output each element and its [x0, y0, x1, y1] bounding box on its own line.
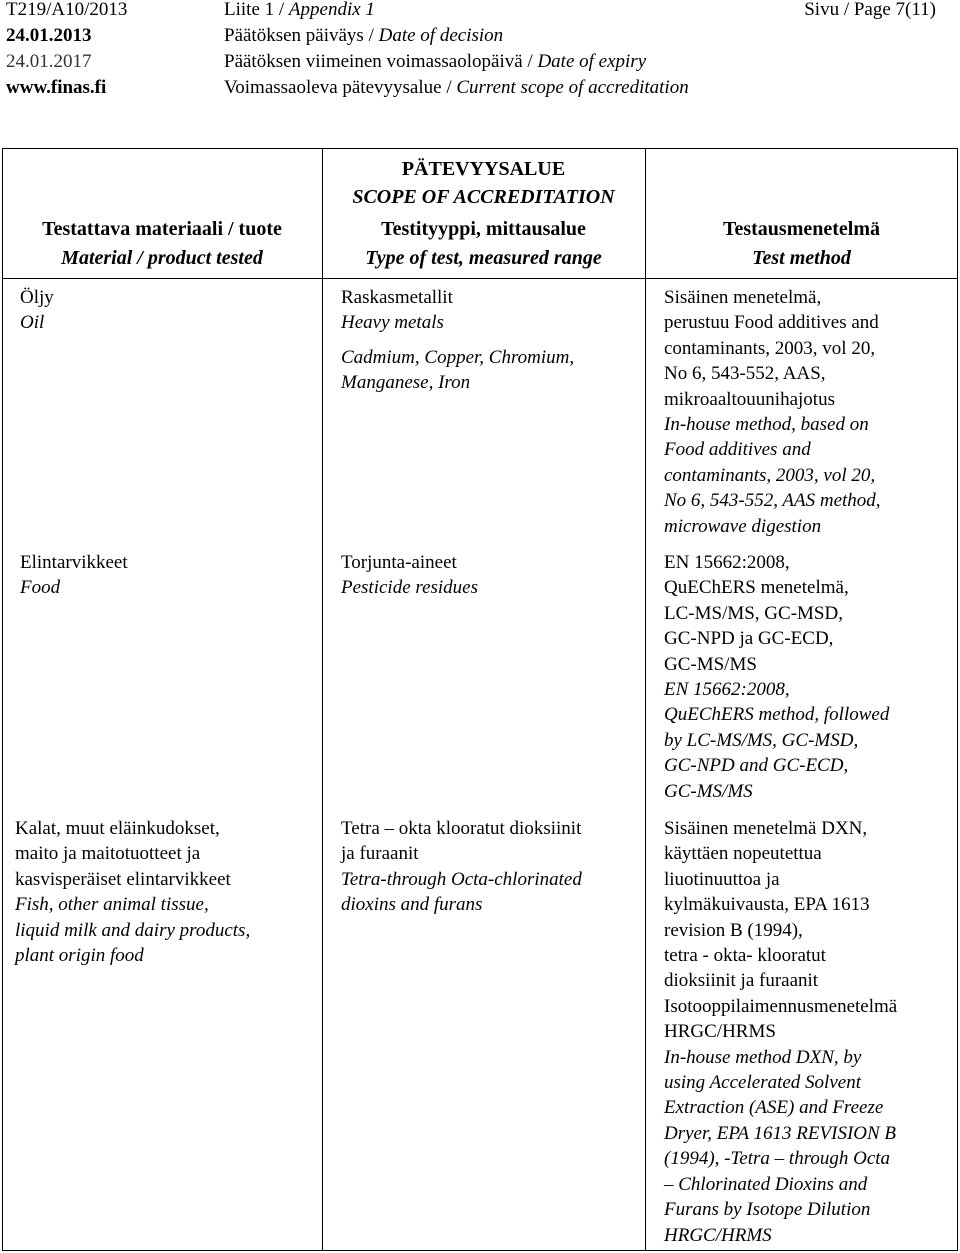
- method-en: microwave digestion: [664, 515, 822, 537]
- col-method-en: Test method: [752, 247, 851, 269]
- col-test-fi: Testityyppi, mittausalue: [381, 218, 586, 240]
- method-fi: Sisäinen menetelmä,: [664, 287, 822, 308]
- material-en: plant origin food: [15, 945, 144, 967]
- method-fi: Sisäinen menetelmä DXN,: [664, 818, 868, 839]
- method-fi: HRGC/HRMS: [664, 1021, 776, 1043]
- appendix-fi: Liite 1 /: [224, 0, 289, 20]
- material-fi: Öljy: [20, 287, 54, 308]
- method-fi: käyttäen nopeutettua: [664, 843, 822, 865]
- method-fi: kylmäkuivausta, EPA 1613: [664, 894, 870, 916]
- table-row-test: [341, 816, 582, 918]
- method-fi: revision B (1994),: [664, 919, 803, 941]
- test-extra: Manganese, Iron: [341, 372, 471, 394]
- method-en: GC-NPD and GC-ECD,: [664, 755, 849, 777]
- expiry-date: 24.01.2017: [6, 51, 92, 72]
- column-divider: [322, 148, 323, 1251]
- material-en: liquid milk and dairy products,: [15, 919, 251, 941]
- method-en: by LC-MS/MS, GC-MSD,: [664, 729, 859, 751]
- material-fi: Elintarvikkeet: [20, 552, 128, 573]
- material-fi: maito ja maitotuotteet ja: [15, 843, 201, 865]
- method-fi: LC-MS/MS, GC-MSD,: [664, 602, 843, 624]
- method-en: QuEChERS method, followed: [664, 704, 890, 726]
- table-row-method: [664, 550, 889, 804]
- expiry-fi: Päätöksen viimeinen voimassaolopäivä /: [224, 51, 538, 72]
- website-link[interactable]: www.finas.fi: [6, 77, 107, 98]
- col-material-en: Material / product tested: [61, 247, 263, 269]
- scope-title: PÄTEVYYSALUE: [401, 158, 566, 180]
- decision-date-label: [224, 26, 503, 46]
- header-rule: [2, 278, 958, 279]
- method-fi: liuotinuuttoa ja: [664, 868, 780, 890]
- method-en: HRGC/HRMS: [664, 1224, 772, 1246]
- method-en: Furans by Isotope Dilution: [664, 1199, 871, 1221]
- method-en: In-house method DXN, by: [664, 1046, 862, 1068]
- method-en: Dryer, EPA 1613 REVISION B: [664, 1122, 897, 1144]
- method-fi: EN 15662:2008,: [664, 552, 790, 573]
- test-fi: Torjunta-aineet: [341, 552, 457, 573]
- material-fi: kasvisperäiset elintarvikkeet: [15, 868, 231, 890]
- method-en: (1994), -Tetra – through Octa: [664, 1148, 891, 1170]
- test-en: Pesticide residues: [341, 577, 479, 599]
- test-fi: Tetra – okta klooratut dioksiinit: [341, 818, 582, 839]
- material-en: Oil: [20, 312, 45, 334]
- method-en: contaminants, 2003, vol 20,: [664, 464, 876, 486]
- method-fi: contaminants, 2003, vol 20,: [664, 337, 876, 359]
- method-fi: dioksiinit ja furaanit: [664, 970, 819, 992]
- test-en: Heavy metals: [341, 312, 444, 334]
- method-en: Food additives and: [664, 439, 811, 461]
- document-id: T219/A10/2013: [6, 0, 128, 20]
- expiry-date-label: [224, 52, 646, 72]
- column-divider: [645, 148, 646, 1251]
- method-fi: Isotooppilaimennusmenetelmä: [664, 995, 898, 1017]
- scope-title-en: SCOPE OF ACCREDITATION: [352, 186, 615, 208]
- decision-en: Date of decision: [378, 25, 504, 46]
- test-fi: Raskasmetallit: [341, 287, 453, 308]
- expiry-en: Date of expiry: [537, 51, 647, 72]
- method-fi: No 6, 543-552, AAS,: [664, 363, 826, 385]
- test-en: Tetra-through Octa-chlorinated: [341, 868, 582, 890]
- table-row-material: [20, 550, 128, 601]
- table-row-test: [341, 550, 478, 601]
- appendix-en: Appendix 1: [288, 0, 375, 20]
- scope-label: [224, 78, 689, 98]
- test-en: dioxins and furans: [341, 894, 483, 916]
- test-fi: ja furaanit: [341, 843, 419, 865]
- method-en: No 6, 543-552, AAS method,: [664, 490, 881, 512]
- method-en: Extraction (ASE) and Freeze: [664, 1097, 884, 1119]
- method-fi: mikroaaltouunihajotus: [664, 388, 835, 410]
- col-material-fi: Testattava materiaali / tuote: [42, 218, 282, 240]
- appendix-label: [224, 0, 375, 20]
- table-row-material: [15, 816, 250, 968]
- scope-fi: Voimassaoleva pätevyysalue /: [224, 77, 457, 98]
- col-test-en: Type of test, measured range: [365, 247, 602, 269]
- table-row-material: [20, 285, 54, 336]
- method-en: using Accelerated Solvent: [664, 1072, 861, 1094]
- method-en: – Chlorinated Dioxins and: [664, 1173, 868, 1195]
- material-fi: Kalat, muut eläinkudokset,: [15, 818, 220, 839]
- decision-fi: Päätöksen päiväys /: [224, 25, 379, 46]
- scope-en: Current scope of accreditation: [456, 77, 689, 98]
- method-fi: GC-MS/MS: [664, 653, 757, 675]
- method-fi: perustuu Food additives and: [664, 312, 879, 334]
- method-en: In-house method, based on: [664, 414, 869, 436]
- material-en: Fish, other animal tissue,: [15, 894, 209, 916]
- material-en: Food: [20, 577, 61, 599]
- method-fi: tetra - okta- klooratut: [664, 945, 826, 967]
- col-method-fi: Testausmenetelmä: [722, 218, 881, 240]
- table-row-test: [341, 285, 574, 396]
- table-row-method: [664, 816, 897, 1248]
- method-fi: GC-NPD ja GC-ECD,: [664, 628, 834, 650]
- test-extra: Cadmium, Copper, Chromium,: [341, 346, 575, 368]
- method-fi: QuEChERS menetelmä,: [664, 577, 849, 599]
- method-en: EN 15662:2008,: [664, 679, 790, 701]
- method-en: GC-MS/MS: [664, 780, 753, 802]
- page-number: Sivu / Page 7(11): [804, 0, 936, 20]
- table-row-method: [664, 285, 881, 539]
- decision-date: 24.01.2013: [6, 25, 92, 46]
